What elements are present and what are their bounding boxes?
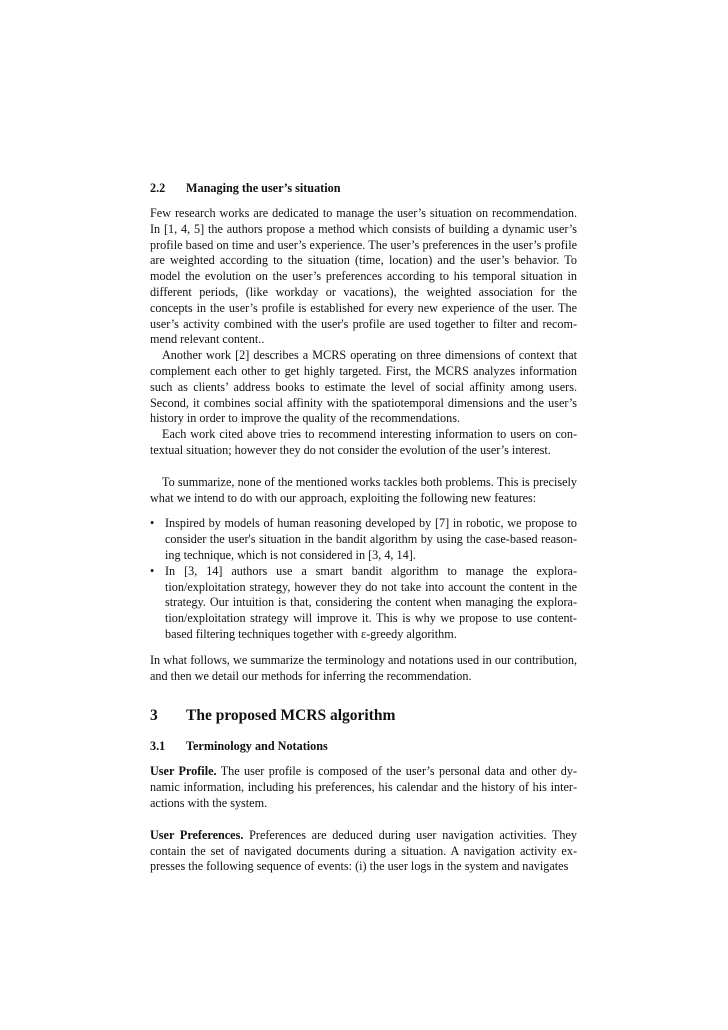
list-item-text: In [3, 14] authors use a smart bandit algorithm to manage the exploration/exploitation strategy, however they do not take into account the content in the strategy. Our intuition is that, considering the content when managing the exploration/exploitation strategy will improve it. This is why we propose to use content-based filtering techniques together with ε-greedy algorithm. (165, 563, 577, 641)
paragraph-text: The user profile is composed of the user’s personal data and other dynamic information, including his preferences, his calendar and the history of his interactions with the system. (150, 764, 577, 810)
paragraph: In what follows, we summarize the terminology and notations used in our contribution, and then we detail our methods for inferring the recommendation. (150, 652, 577, 683)
bullet-symbol: • (150, 563, 155, 578)
section-heading-3 (150, 706, 577, 726)
section-number: 2.2 (150, 181, 166, 195)
section-title: Terminology and Notations (186, 739, 328, 754)
section-heading-3-1 (150, 738, 577, 754)
paragraph-text: Preferences are deduced during user navigation activities. They contain the set of navigated documents during a situation. A navigation activity expresses the following sequence of events: (i) the user logs in the system and navigates (150, 827, 577, 874)
section-title: Managing the user’s situation (186, 181, 341, 195)
paragraph: Another work [2] describes a MCRS operating on three dimensions of context that complement each other to get highly targeted. First, the MCRS analyzes information such as clients’ address books to estimate the level of social affinity among users. Second, it combines social affinity with the spatiotemporal dimensions and the user’s history in order to improve the quality of the recommendations. (150, 348, 577, 426)
section-heading-2-2 (150, 180, 577, 196)
paragraph: Each work cited above tries to recommend interesting information to users on contextual situation; however they do not consider the evolution of the user’s interest. (150, 427, 577, 457)
paragraph-user-profile (150, 764, 577, 811)
paper-page (150, 180, 577, 875)
paragraph: To summarize, none of the mentioned works tackles both problems. This is precisely what we intend to do with our approach, exploiting the following new features: (150, 474, 577, 505)
list-item (150, 564, 577, 643)
run-in-heading: User Profile. (150, 764, 217, 779)
section-title: The proposed MCRS algorithm (186, 707, 396, 725)
list-item-text: Inspired by models of human reasoning developed by [7] in robotic, we propose to consider the user's situation in the bandit algorithm by using the case-based reasoning technique, which is not considered in [3, 4, 14]. (165, 516, 577, 562)
paragraph: Few research works are dedicated to manage the user’s situation on recommendation. In [1, 4, 5] the authors propose a method which consists of building a dynamic user’s profile based on time and user’s experience. The user’s preferences in the user’s profile are weighted according to the situation (time, location) and the user’s behavior. To model the evolution on the user’s preferences according to his temporal situation in different periods, (like workday or vacations), the weighted association for the concepts in the user’s profile is established for every new experience of the user. The user’s activity combined with the user's profile are used together to filter and recommend relevant content.. (150, 206, 577, 347)
list-item (150, 516, 577, 563)
section-number: 3.1 (150, 739, 166, 754)
section-number: 3 (150, 707, 158, 725)
feature-list (150, 516, 577, 642)
paragraph-user-preferences (150, 828, 577, 875)
run-in-heading: User Preferences. (150, 827, 244, 842)
bullet-symbol: • (150, 516, 155, 531)
